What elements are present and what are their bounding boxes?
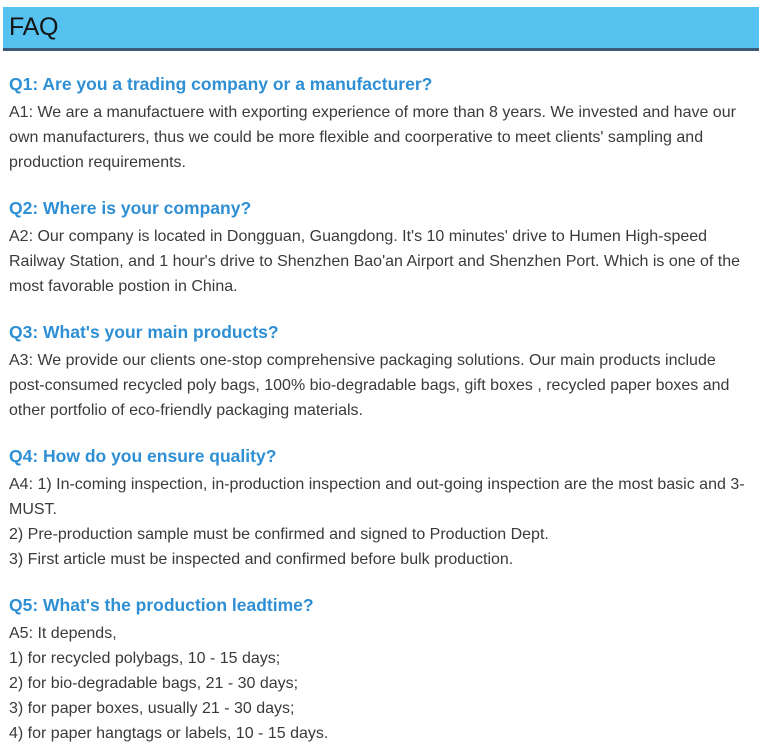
faq-question: Q5: What's the production leadtime? — [9, 595, 314, 615]
faq-question: Q1: Are you a trading company or a manufacturer? — [9, 74, 433, 94]
faq-question: Q2: Where is your company? — [9, 198, 252, 218]
faq-question: Q3: What's your main products? — [9, 322, 279, 342]
faq-item — [9, 594, 755, 746]
faq-answer-line: A5: It depends, — [9, 625, 117, 642]
faq-answer-line: 3) for paper boxes, usually 21 - 30 days; — [9, 700, 295, 717]
faq-answer-line: 2) for bio-degradable bags, 21 - 30 days; — [9, 675, 299, 692]
faq-list — [0, 73, 765, 756]
faq-item — [9, 73, 755, 175]
faq-answer-line: A4: 1) In-coming inspection, in-production inspection and out-going inspection are the most basic and 3-MUST. — [9, 476, 745, 518]
faq-answer-line: A3: We provide our clients one-stop comprehensive packaging solutions. Our main products include post-consumed recycled poly bags, 100% bio-degradable bags, gift boxes , recycled paper boxes and other portfolio of eco-friendly packaging materials. — [9, 352, 730, 419]
page-title: FAQ — [9, 13, 59, 41]
faq-answer-line: A1: We are a manufactuere with exporting experience of more than 8 years. We invested and have our own manufacturers, thus we could be more flexible and coorperative to meet clients' sampling and production requirements. — [9, 104, 736, 171]
faq-answer-line: A2: Our company is located in Dongguan, Guangdong. It's 10 minutes' drive to Humen High-speed Railway Station, and 1 hour's drive to Shenzhen Bao'an Airport and Shenzhen Port. Which is one of the most favorable postion in China. — [9, 228, 740, 295]
faq-question: Q4: How do you ensure quality? — [9, 446, 277, 466]
faq-answer-line: 3) First article must be inspected and confirmed before bulk production. — [9, 551, 514, 568]
faq-item — [9, 321, 755, 423]
faq-section-header — [3, 7, 759, 51]
faq-item — [9, 445, 755, 572]
faq-answer-line: 2) Pre-production sample must be confirmed and signed to Production Dept. — [9, 526, 549, 543]
faq-item — [9, 197, 755, 299]
faq-answer-line: 4) for paper hangtags or labels, 10 - 15 days. — [9, 725, 329, 742]
faq-answer-line: 1) for recycled polybags, 10 - 15 days; — [9, 650, 281, 667]
faq-page — [0, 7, 765, 756]
